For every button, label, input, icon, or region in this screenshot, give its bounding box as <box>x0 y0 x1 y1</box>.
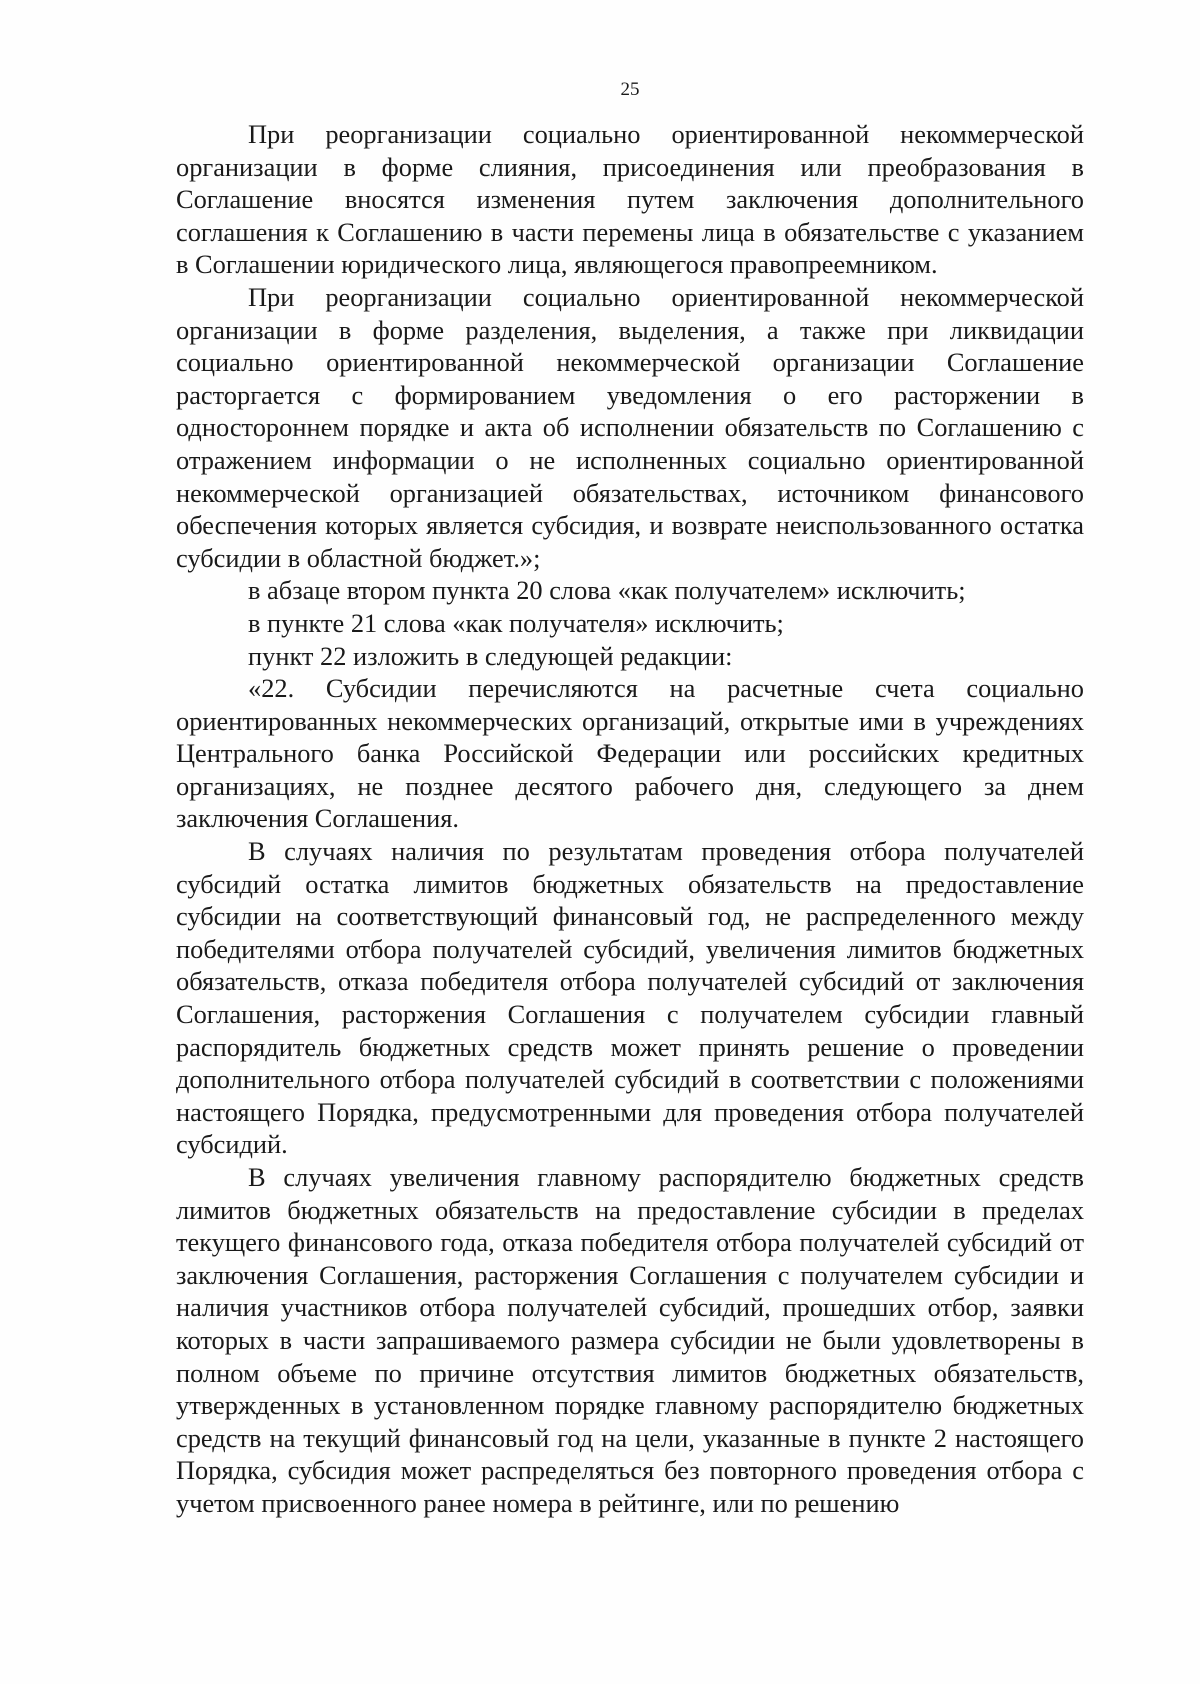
paragraph-reorganization-division: При реорганизации социально ориентированной некоммерческой организации в форме разделения, выделения, а также при ликвидации социально ориентированной некоммерческой организации Соглашение расторгается с формированием уведомления о его расторжении в одностороннем порядке и акта об исполнении обязательств по Соглашению с отражением информации о не исполненных социально ориентированной некоммерческой организацией обязательствах, источником финансового обеспечения которых является субсидия, и возврате неиспользованного остатка субсидии в областной бюджет.»; <box>176 281 1084 573</box>
document-body <box>176 118 1084 1520</box>
paragraph-item-22-text: «22. Субсидии перечисляются на расчетные счета социально ориентированных некоммерческих организаций, открытые ими в учреждениях Центрального банка Российской Федерации или российских кредитных организациях, не позднее десятого рабочего дня, следующего за днем заключения Соглашения. <box>176 673 1084 834</box>
paragraph-limits-increase: В случаях увеличения главному распорядителю бюджетных средств лимитов бюджетных обязательств на предоставление субсидии в пределах текущего финансового года, отказа победителя отбора получателей субсидий от заключения Соглашения, расторжения Соглашения с получателем субсидии и наличия участников отбора получателей субсидий, прошедших отбор, заявки которых в части запрашиваемого размера субсидии не были удовлетворены в полном объеме по причине отсутствия лимитов бюджетных обязательств, утвержденных в установленном порядке главному распорядителю бюджетных средств на текущий финансовый год на цели, указанные в пункте 2 настоящего Порядка, субсидия может распределяться без повторного проведения отбора с учетом присвоенного ранее номера в рейтинге, или по решению <box>176 1162 1084 1518</box>
paragraph-additional-selection: В случаях наличия по результатам проведения отбора получателей субсидий остатка лимитов бюджетных обязательств на предоставление субсидии на соответствующий финансовый год, не распределенного между победителями отбора получателей субсидий, увеличения лимитов бюджетных обязательств, отказа победителя отбора получателей субсидий от заключения Соглашения, расторжения Соглашения с получателем субсидии главный распорядитель бюджетных средств может принять решение о проведении дополнительного отбора получателей субсидий в соответствии с положениями настоящего Порядка, предусмотренными для проведения отбора получателей субсидий. <box>176 836 1084 1160</box>
paragraph-item-22-intro: пункт 22 изложить в следующей редакции: <box>248 640 733 671</box>
paragraph-reorganization-merger: При реорганизации социально ориентированной некоммерческой организации в форме слияния, присоединения или преобразования в Соглашение вносятся изменения путем заключения дополнительного соглашения к Соглашению в части перемены лица в обязательстве с указанием в Соглашении юридического лица, являющегося правопреемником. <box>176 119 1084 280</box>
paragraph-item-21-amendment: в пункте 21 слова «как получателя» исключить; <box>248 607 784 638</box>
paragraph-item-20-amendment: в абзаце втором пункта 20 слова «как получателем» исключить; <box>248 575 966 606</box>
page-number: 25 <box>620 79 640 100</box>
